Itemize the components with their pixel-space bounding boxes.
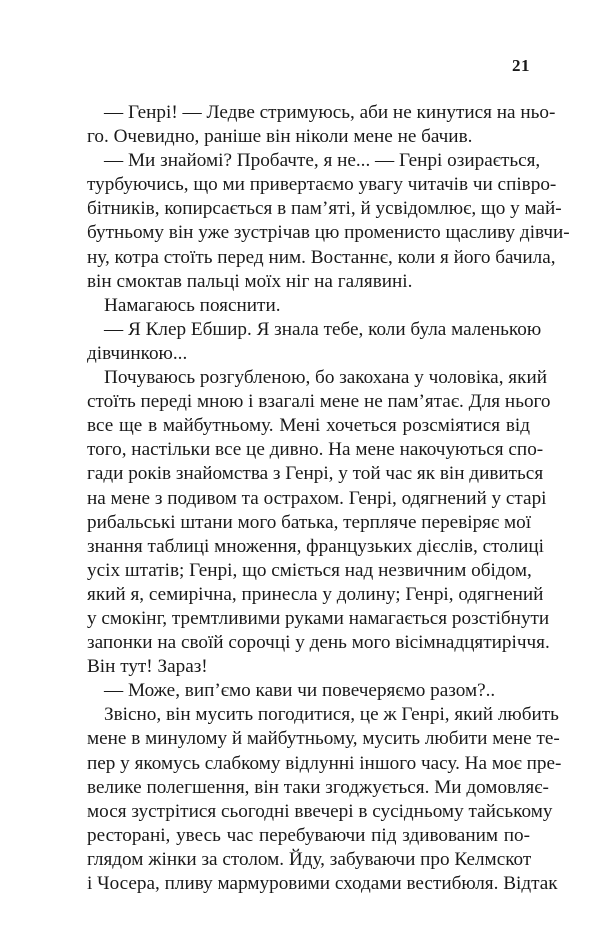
text-line: ну, котра стоїть перед ним. Востаннє, коли я його бачила, bbox=[87, 246, 556, 268]
text-line: — Генрі! — Ледве стримуюсь, аби не кинутися на ньо- bbox=[104, 102, 556, 123]
text-line: — Я Клер Ебшир. Я знала тебе, коли була маленькою bbox=[104, 318, 542, 340]
text-line: бітників, копирсається в пам’яті, й усвідомлює, що у май- bbox=[87, 198, 562, 220]
text-line: він смоктав пальці моїх ніг на галявині. bbox=[87, 270, 413, 292]
body-text bbox=[70, 101, 570, 896]
text-line: бутньому він уже зустрічав цю променисто щасливу дівчи- bbox=[87, 222, 570, 244]
text-line: гади років знайомства з Генрі, у той час як він дивиться bbox=[87, 463, 544, 485]
text-line: усіх штатів; Генрі, що сміється над незвичним обідом, bbox=[87, 559, 532, 581]
text-line: запонки на своїй сорочці у день мого вісімнадцятиріччя. bbox=[87, 632, 550, 654]
text-line: Звісно, він мусить погодитися, це ж Генрі, який любить bbox=[104, 704, 559, 726]
paragraph-4 bbox=[70, 318, 542, 366]
page-number: 21 bbox=[512, 56, 530, 75]
paragraph-1 bbox=[70, 101, 556, 149]
text-line: Почуваюсь розгубленою, бо закохана у чоловіка, який bbox=[104, 367, 547, 389]
text-line: у смокінг, тремтливими руками намагається розстібнути bbox=[87, 607, 550, 629]
text-line: того, настільки все це дивно. На мене накочуються спо- bbox=[87, 439, 544, 461]
text-line: Намагаюсь пояснити. bbox=[104, 294, 281, 316]
text-line: велике полегшення, він таки згоджується. Ми домовляє- bbox=[87, 776, 549, 798]
paragraph-5 bbox=[70, 366, 551, 679]
text-line: рибальські штани мого батька, терпляче перевіряє мої bbox=[87, 511, 532, 533]
text-line: Він тут! Зараз! bbox=[87, 656, 208, 678]
paragraph-6 bbox=[70, 679, 530, 703]
text-line: і Чосера, пливу мармуровими сходами вестибюля. Відтак bbox=[87, 873, 558, 894]
paragraph-2 bbox=[70, 149, 570, 294]
text-line: — Може, вип’ємо кави чи повечеряємо разом?.. bbox=[104, 680, 496, 702]
text-line: пер у якомусь слабкому відлунні іншого часу. На моє пре- bbox=[87, 752, 562, 774]
text-line: стоїть переді мною і взагалі мене не пам’ятає. Для нього bbox=[87, 391, 551, 413]
paragraph-7 bbox=[70, 703, 562, 896]
text-line: на мене з подивом та острахом. Генрі, одягнений у старі bbox=[87, 487, 547, 509]
text-line: все ще в майбутньому. Мені хочеться розсміятися від bbox=[87, 415, 530, 437]
text-line: дівчинкою... bbox=[87, 342, 188, 364]
text-line: який я, семирічна, принесла у долину; Генрі, одягнений bbox=[87, 583, 544, 605]
text-line: мене в минулому й майбутньому, мусить любити мене те- bbox=[87, 728, 560, 750]
text-line: — Ми знайомі? Пробачте, я не... — Генрі озирається, bbox=[104, 150, 541, 172]
text-line: го. Очевидно, раніше він ніколи мене не бачив. bbox=[87, 126, 473, 148]
text-line: ресторані, увесь час перебуваючи під здивованим по- bbox=[87, 824, 530, 846]
text-line: знання таблиці множення, французьких дієслів, столиці bbox=[87, 535, 545, 557]
paragraph-3 bbox=[70, 294, 530, 318]
text-line: глядом жінки за столом. Йду, забуваючи про Келмскот bbox=[87, 848, 532, 870]
text-line: мося зустрітися сьогодні ввечері в сусідньому тайському bbox=[87, 800, 553, 822]
text-line: турбуючись, що ми привертаємо увагу читачів чи співро- bbox=[87, 174, 557, 196]
